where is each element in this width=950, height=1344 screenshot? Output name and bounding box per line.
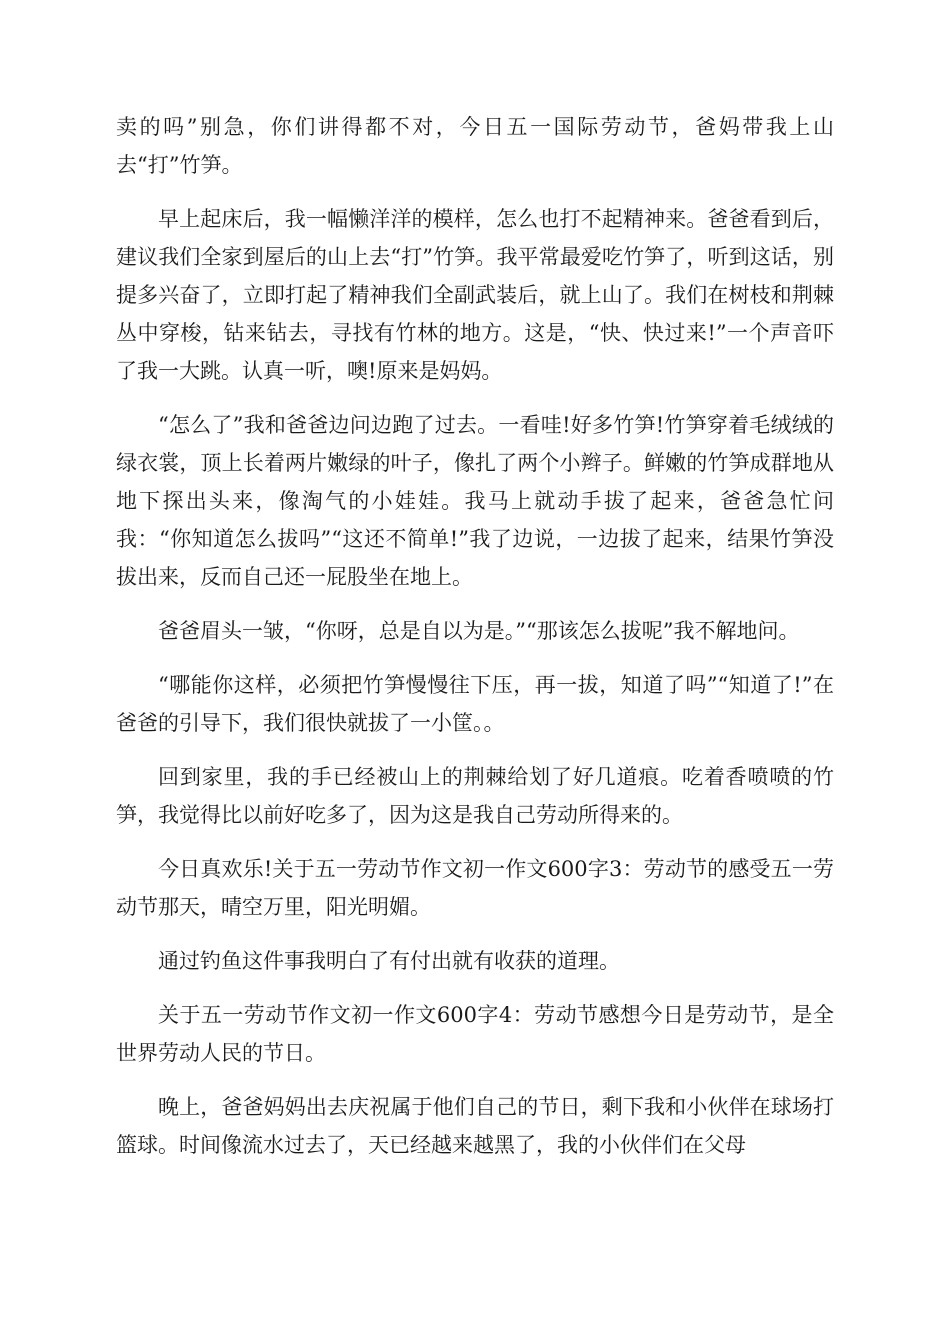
paragraph: 关于五一劳动节作文初一作文600字4：劳动节感想今日是劳动节，是全世界劳动人民的节日。 xyxy=(116,1003,834,1065)
paragraph-continuation: 卖的吗”别急，你们讲得都不对，今日五一国际劳动节，爸妈带我上山去“打”竹笋。 xyxy=(116,115,834,177)
paragraph: 回到家里，我的手已经被山上的荆棘给划了好几道痕。吃着香喷喷的竹笋，我觉得比以前好吃多了，因为这是我自己劳动所得来的。 xyxy=(116,765,834,827)
document-body xyxy=(116,108,834,1180)
paragraph: “哪能你这样，必须把竹笋慢慢往下压，再一拔，知道了吗”“知道了!”在爸爸的引导下，我们很快就拔了一小筐。。 xyxy=(116,673,834,735)
paragraph: 早上起床后，我一幅懒洋洋的模样，怎么也打不起精神来。爸爸看到后，建议我们全家到屋后的山上去“打”竹笋。我平常最爱吃竹笋了，听到这话，别提多兴奋了，立即打起了精神我们全副武装后，就上山了。我们在树枝和荆棘丛中穿梭，钻来钻去，寻找有竹林的地方。这是，“快、快过来!”一个声音吓了我一大跳。认真一听，噢!原来是妈妈。 xyxy=(116,207,834,383)
paragraph: 今日真欢乐!关于五一劳动节作文初一作文600字3：劳动节的感受五一劳动节那天，晴空万里，阳光明媚。 xyxy=(116,857,834,919)
paragraph: “怎么了”我和爸爸边问边跑了过去。一看哇!好多竹笋!竹笋穿着毛绒绒的绿衣裳，顶上长着两片嫩绿的叶子，像扎了两个小辫子。鲜嫩的竹笋成群地从地下探出头来，像淘气的小娃娃。我马上就动手拔了起来，爸爸急忙问我：“你知道怎么拔吗”“这还不简单!”我了边说，一边拔了起来，结果竹笋没拔出来，反而自己还一屁股坐在地上。 xyxy=(116,413,834,589)
paragraph: 通过钓鱼这件事我明白了有付出就有收获的道理。 xyxy=(158,949,620,973)
paragraph: 晚上，爸爸妈妈出去庆祝属于他们自己的节日，剩下我和小伙伴在球场打篮球。时间像流水过去了，天已经越来越黑了，我的小伙伴们在父母 xyxy=(116,1095,834,1157)
paragraph: 爸爸眉头一皱，“你呀，总是自以为是。”“那该怎么拔呢”我不解地问。 xyxy=(158,619,800,643)
